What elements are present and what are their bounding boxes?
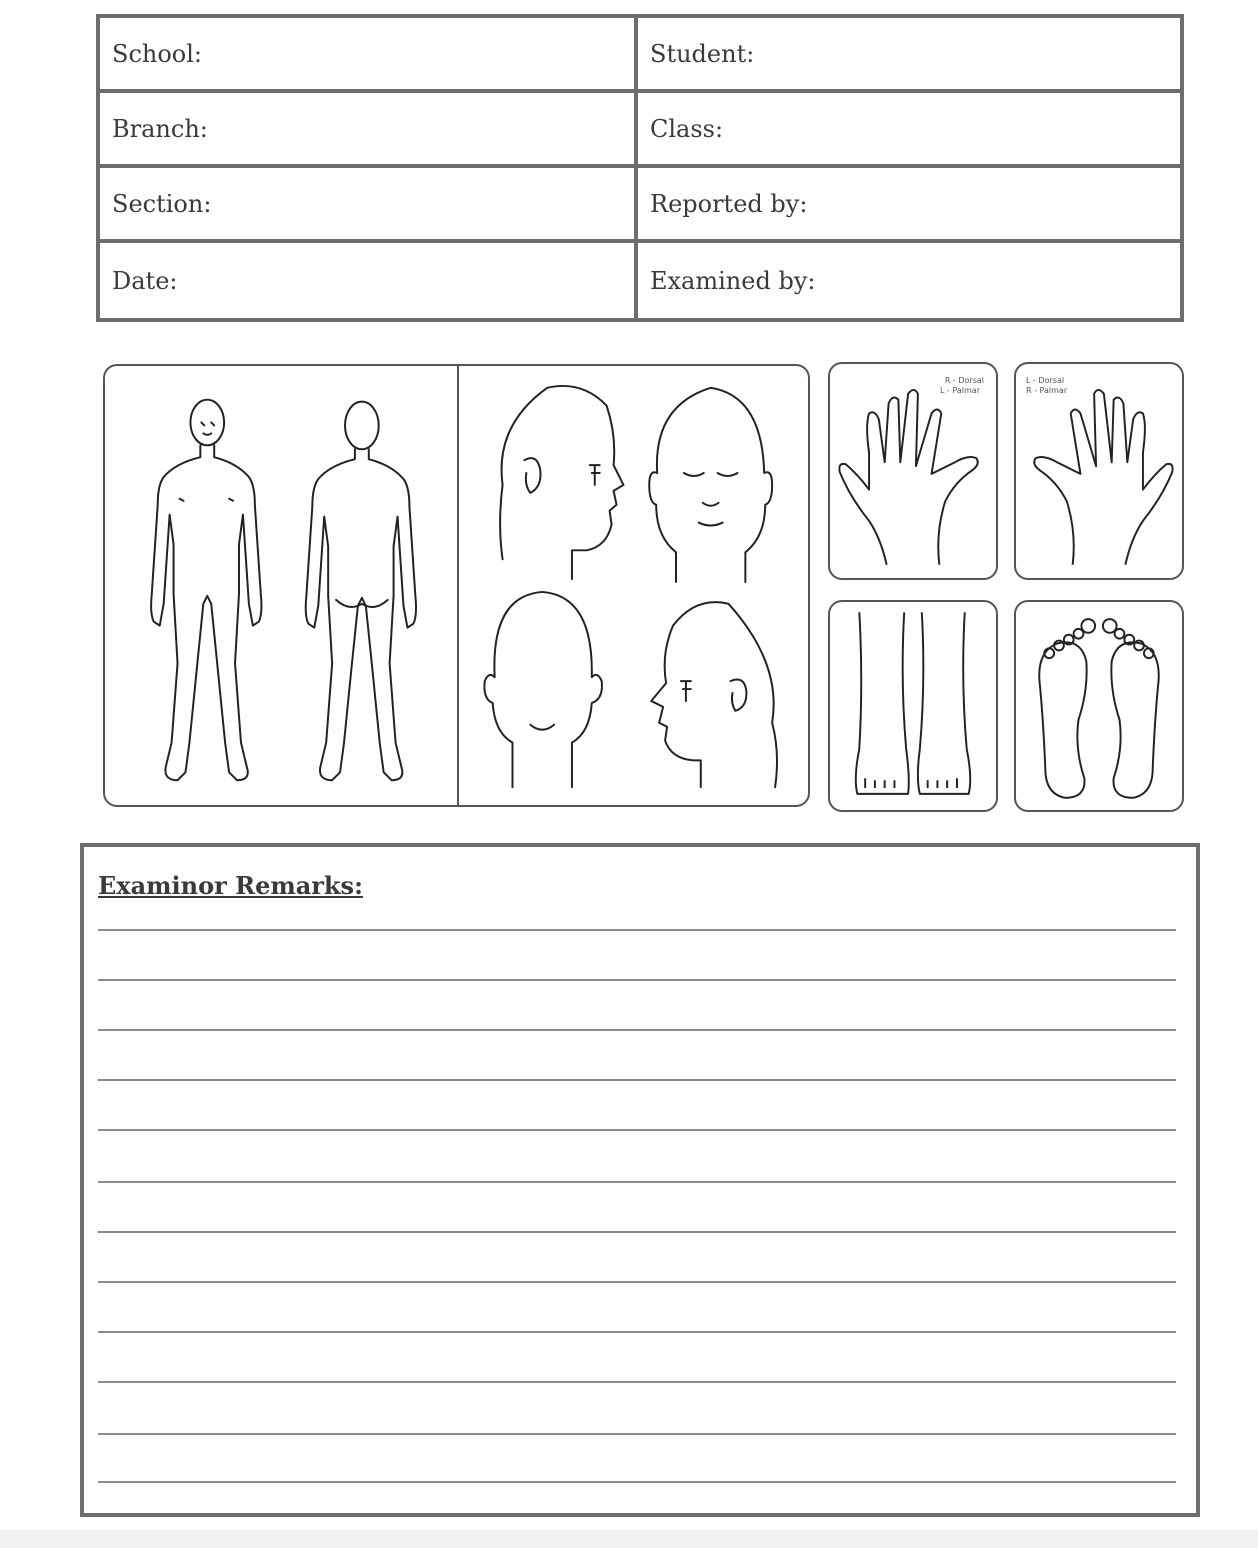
feet-sole-outline-icon bbox=[1016, 602, 1182, 810]
feet-top-panel bbox=[828, 600, 998, 812]
panel-divider bbox=[457, 364, 459, 807]
hand-panel-left bbox=[828, 362, 998, 580]
body-front-outline-icon bbox=[151, 400, 261, 781]
section-field[interactable] bbox=[100, 168, 638, 243]
feet-dorsal-outline-icon bbox=[830, 602, 996, 810]
remark-line bbox=[98, 1281, 1176, 1283]
branch-label: Branch: bbox=[112, 114, 208, 143]
examiner-remarks-box[interactable] bbox=[80, 843, 1200, 1517]
hand-panel-right bbox=[1014, 362, 1184, 580]
remarks-title: Examinor Remarks: bbox=[98, 871, 363, 900]
class-label: Class: bbox=[650, 114, 724, 143]
reported-by-label: Reported by: bbox=[650, 189, 808, 218]
school-field[interactable] bbox=[100, 18, 638, 93]
remark-line bbox=[98, 1381, 1176, 1383]
student-info-table bbox=[96, 14, 1184, 322]
remark-line bbox=[98, 1433, 1176, 1435]
hand-label-r-dorsal: R - Dorsal bbox=[944, 376, 984, 385]
school-label: School: bbox=[112, 39, 202, 68]
hand-label-l-palmar: L - Palmar bbox=[939, 386, 980, 395]
body-back-outline-icon bbox=[306, 402, 416, 781]
branch-field[interactable] bbox=[100, 93, 638, 168]
head-side-right-outline-icon bbox=[500, 386, 623, 579]
hand-label-r-palmar: R - Palmar bbox=[1026, 386, 1068, 395]
remark-line bbox=[98, 1129, 1176, 1131]
remark-line bbox=[98, 929, 1176, 931]
student-field[interactable] bbox=[638, 18, 1180, 93]
feet-sole-panel bbox=[1014, 600, 1184, 812]
class-field[interactable] bbox=[638, 93, 1180, 168]
hand-right-outline-icon bbox=[1016, 364, 1182, 578]
remark-line bbox=[98, 979, 1176, 981]
reported-by-field[interactable] bbox=[638, 168, 1180, 243]
examined-by-field[interactable] bbox=[638, 243, 1180, 318]
remark-line bbox=[98, 1181, 1176, 1183]
remark-line bbox=[98, 1231, 1176, 1233]
date-label: Date: bbox=[112, 266, 178, 295]
head-back-outline-icon bbox=[484, 592, 602, 787]
section-label: Section: bbox=[112, 189, 212, 218]
examined-by-label: Examined by: bbox=[650, 266, 816, 295]
remark-line bbox=[98, 1331, 1176, 1333]
head-side-left-outline-icon bbox=[651, 602, 777, 787]
hand-label-l-dorsal: L - Dorsal bbox=[1026, 376, 1065, 385]
date-field[interactable] bbox=[100, 243, 638, 318]
hand-left-outline-icon bbox=[830, 364, 996, 578]
remark-line bbox=[98, 1079, 1176, 1081]
student-label: Student: bbox=[650, 39, 755, 68]
head-front-outline-icon bbox=[649, 388, 772, 582]
page-bottom-edge bbox=[0, 1530, 1258, 1548]
remark-line bbox=[98, 1481, 1176, 1483]
remark-line bbox=[98, 1029, 1176, 1031]
